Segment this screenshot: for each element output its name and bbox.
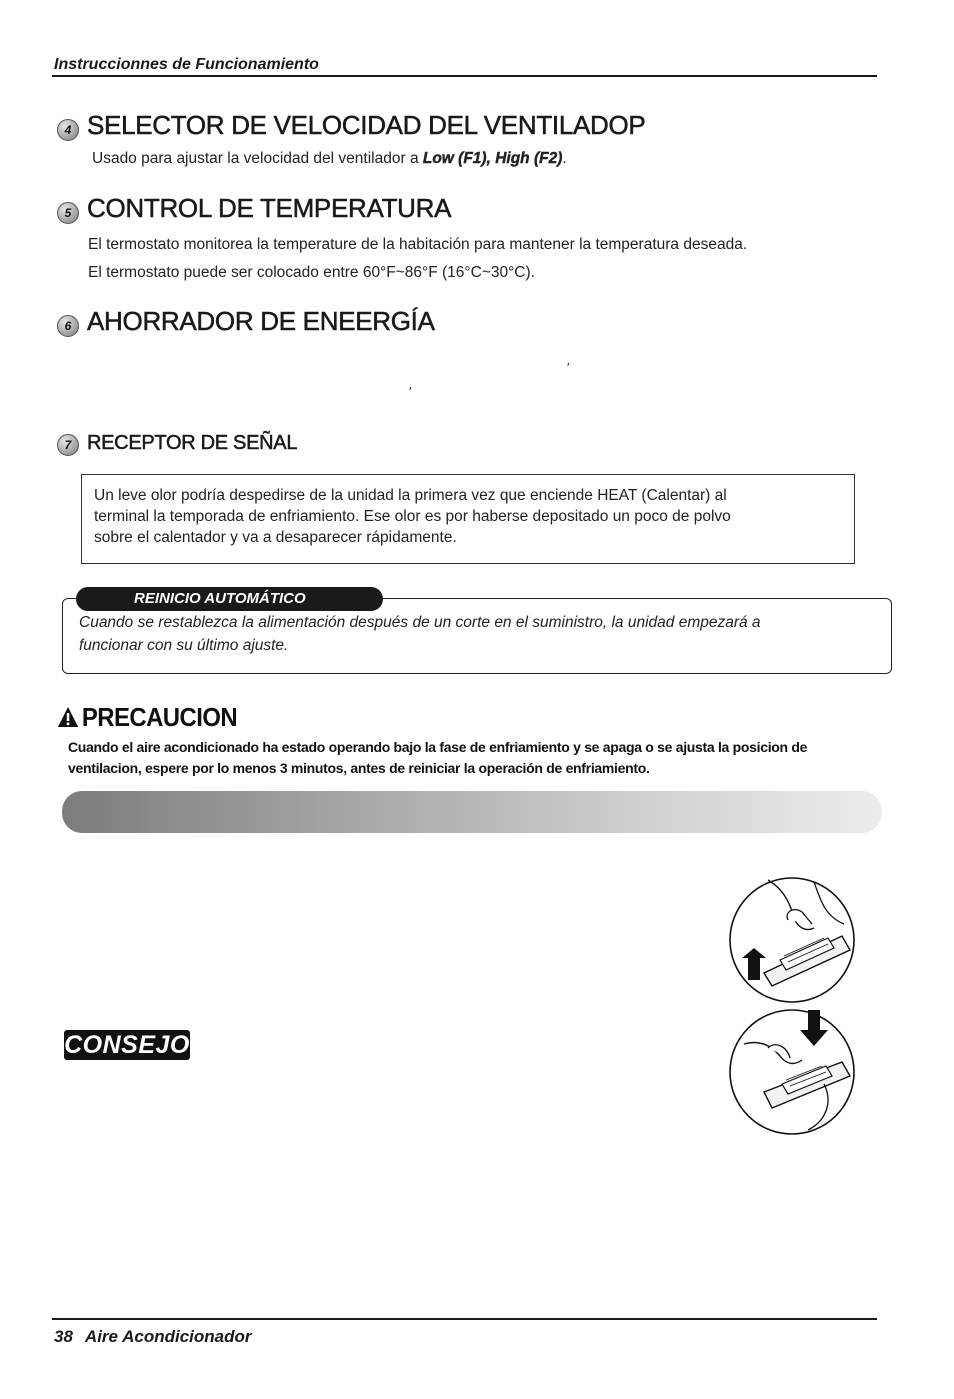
section-number-badge: 6 (57, 315, 79, 337)
caution-line-2: ventilacion, espere por lo menos 3 minutos, antes de reiniciar la operación de enfriamiento. (68, 760, 650, 776)
auto-restart-line-2: funcionar con su último ajuste. (79, 637, 289, 654)
section-5-heading (57, 193, 451, 224)
description-period: . (562, 150, 567, 167)
footer-title: Aire Acondicionador (84, 1327, 252, 1346)
caution-text (68, 737, 878, 779)
temperature-description-line-1: El termostato monitorea la temperature de la habitación para mantener la temperatura deseada. (88, 236, 748, 253)
footer-rule (52, 1318, 877, 1320)
section-4-heading (57, 110, 645, 141)
header-rule (52, 75, 877, 77)
battery-cover-open-illustration (724, 868, 860, 1009)
section-title: CONTROL DE TEMPERATURA (87, 193, 452, 223)
warning-icon (57, 704, 79, 735)
caution-line-1: Cuando el aire acondicionado ha estado operando bajo la fase de enfriamiento y se apaga o se ajusta la posicion de (68, 739, 808, 755)
running-header: Instruccionnes de Funcionamiento (54, 56, 319, 73)
odor-note-box (81, 474, 855, 564)
battery-cover-close-illustration (724, 1004, 860, 1145)
section-title: RECEPTOR DE SEÑAL (87, 432, 298, 454)
section-title: SELECTOR DE VELOCIDAD DEL VENTILADOP (87, 110, 646, 140)
section-7-heading (57, 432, 297, 456)
caution-heading (57, 702, 237, 735)
page-number: 38 (54, 1327, 73, 1346)
fan-speed-values: Low (F1), High (F2) (422, 150, 563, 167)
tip-badge: CONSEJO (64, 1031, 190, 1059)
description-text: Usado para ajustar la velocidad del ventilador a (92, 150, 419, 167)
fan-speed-description (92, 145, 567, 173)
stray-accent-mark: ′ (567, 360, 570, 375)
section-number-badge: 4 (57, 119, 79, 141)
section-6-heading (57, 306, 435, 337)
section-number-badge: 7 (57, 434, 79, 456)
note-line-3: sobre el calentador y va a desaparecer rápidamente. (94, 529, 457, 546)
auto-restart-line-1: Cuando se restablezca la alimentación después de un corte en el suministro, la unidad empezará a (79, 614, 761, 631)
auto-restart-label: REINICIO AUTOMÁTICO (76, 587, 383, 611)
note-line-1: Un leve olor podría despedirse de la unidad la primera vez que enciende HEAT (Calentar) al (94, 487, 727, 504)
section-title: AHORRADOR DE ENEERGÍA (87, 306, 435, 336)
caution-title-text: PRECAUCION (81, 702, 238, 732)
stray-accent-mark: ′ (409, 384, 412, 399)
running-footer (54, 1327, 251, 1347)
note-line-2: terminal la temporada de enfriamiento. Ese olor es por haberse depositado un poco de polvo (94, 508, 731, 525)
temperature-description-line-2: El termostato puede ser colocado entre 60°F~86°F (16°C~30°C). (88, 264, 535, 281)
section-number-badge: 5 (57, 202, 79, 224)
section-gradient-bar (62, 791, 882, 833)
